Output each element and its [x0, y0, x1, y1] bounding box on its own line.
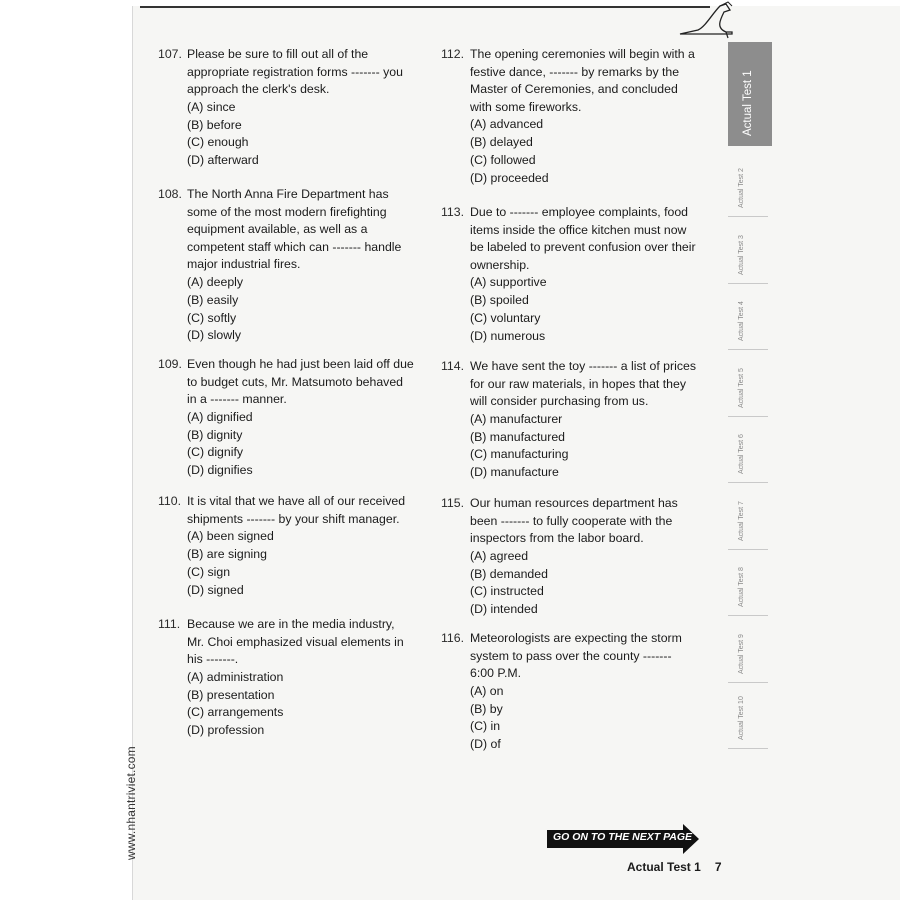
answer-option[interactable]: (D) numerous: [470, 328, 546, 343]
tab-label: Actual Test 8: [738, 567, 745, 607]
question-text: It is vital that we have all of our received shipments ------- by your shift manager.: [187, 494, 406, 526]
tab-actual-test-2[interactable]: [728, 150, 768, 217]
top-rule: [140, 6, 710, 8]
question-item: [158, 46, 428, 170]
answer-option[interactable]: (A) dignified: [187, 409, 253, 424]
answer-option[interactable]: (A) supportive: [470, 275, 547, 290]
high-heel-shoe-icon: [676, 0, 736, 40]
page-footer: [627, 860, 722, 874]
tab-label: Actual Test 7: [738, 500, 745, 541]
tab-label: Actual Test 10: [738, 696, 745, 740]
tab-actual-test-7[interactable]: [728, 483, 768, 550]
answer-option[interactable]: (B) demanded: [470, 566, 548, 581]
tab-active-label: Actual Test 1: [742, 70, 754, 136]
answer-option[interactable]: (C) voluntary: [470, 310, 541, 325]
page-number: 7: [714, 860, 722, 874]
tab-label: Actual Test 4: [738, 301, 745, 341]
footer-section: Actual Test 1: [627, 860, 701, 874]
answer-option[interactable]: (B) before: [187, 117, 242, 132]
answer-option[interactable]: (D) dignifies: [187, 463, 253, 478]
tab-actual-test-1[interactable]: [728, 42, 772, 146]
tab-actual-test-8[interactable]: [728, 549, 768, 616]
question-number: 114.: [441, 359, 465, 373]
answer-option[interactable]: (A) on: [470, 683, 504, 698]
question-number: 113.: [441, 205, 465, 219]
question-text: Please be sure to fill out all of the appropriate registration forms ------- you approach the clerk's desk.: [187, 47, 403, 97]
question-item: [441, 46, 711, 188]
test-side-tabs: [724, 40, 770, 740]
question-number: 110.: [158, 494, 182, 508]
question-number: 112.: [441, 47, 465, 61]
question-text: The opening ceremonies will begin with a festive dance, ------- by remarks by the Master of Ceremonies, and concluded with some fireworks.: [470, 47, 695, 114]
tab-label: Actual Test 5: [738, 367, 745, 408]
answer-option[interactable]: (A) deeply: [187, 274, 244, 289]
answer-option[interactable]: (C) dignify: [187, 445, 244, 460]
answer-option[interactable]: (B) manufactured: [470, 429, 566, 444]
question-item: [441, 495, 711, 619]
question-number: 108.: [158, 187, 182, 201]
question-text: Because we are in the media industry, Mr. Choi emphasized visual elements in his -------.: [187, 617, 404, 667]
answer-option[interactable]: (A) been signed: [187, 529, 274, 544]
question-number: 116.: [441, 631, 465, 645]
question-text: Meteorologists are expecting the storm system to pass over the county ------- 6:00 P.M.: [470, 631, 682, 681]
answer-option[interactable]: (B) dignity: [187, 427, 243, 442]
answer-option[interactable]: (B) spoiled: [470, 293, 529, 308]
question-item: [441, 358, 711, 482]
answer-option[interactable]: (B) delayed: [470, 135, 533, 150]
tab-actual-test-5[interactable]: [728, 350, 768, 417]
question-number: 109.: [158, 357, 182, 371]
answer-option[interactable]: (C) manufacturing: [470, 447, 569, 462]
answer-option[interactable]: (B) presentation: [187, 687, 275, 702]
question-text: Due to ------- employee complaints, food items inside the office kitchen must now be labeled to prevent confusion over their ownership.: [470, 205, 696, 272]
answer-option[interactable]: (C) followed: [470, 152, 536, 167]
question-item: [441, 630, 711, 754]
tab-label: Actual Test 6: [738, 434, 745, 474]
question-number: 107.: [158, 47, 182, 61]
question-item: [158, 186, 428, 345]
answer-option[interactable]: (A) advanced: [470, 117, 544, 132]
tab-actual-test-6[interactable]: [728, 416, 768, 483]
question-number: 111.: [158, 617, 181, 631]
tab-actual-test-3[interactable]: [728, 217, 768, 284]
tab-label: Actual Test 9: [738, 633, 745, 674]
answer-option[interactable]: (D) signed: [187, 582, 244, 597]
answer-option[interactable]: (A) manufacturer: [470, 411, 563, 426]
question-text: The North Anna Fire Department has some of the most modern firefighting equipment available, as well as a competent staff which can ------- handle major industrial fires.: [187, 187, 402, 272]
question-text: Even though he had just been laid off due to budget cuts, Mr. Matsumoto behaved in a ------- manner.: [187, 357, 414, 407]
answer-option[interactable]: (C) instructed: [470, 584, 544, 599]
question-item: [158, 356, 428, 480]
answer-option[interactable]: (D) slowly: [187, 328, 241, 343]
question-text: We have sent the toy ------- a list of prices for our raw materials, in hopes that they will consider purchasing from us.: [470, 359, 696, 409]
answer-option[interactable]: (B) easily: [187, 292, 239, 307]
answer-option[interactable]: (A) since: [187, 99, 236, 114]
answer-option[interactable]: (A) administration: [187, 669, 284, 684]
answer-option[interactable]: (C) arrangements: [187, 705, 284, 720]
answer-option[interactable]: (B) by: [470, 701, 503, 716]
question-item: [158, 616, 428, 740]
answer-option[interactable]: (D) intended: [470, 602, 538, 617]
question-item: [158, 493, 428, 599]
answer-option[interactable]: (A) agreed: [470, 548, 529, 563]
answer-option[interactable]: (D) afterward: [187, 153, 259, 168]
answer-option[interactable]: (C) softly: [187, 310, 237, 325]
website-watermark: www.nhantriviet.com: [124, 746, 138, 860]
question-item: [441, 204, 711, 346]
answer-option[interactable]: (B) are signing: [187, 546, 267, 561]
answer-option[interactable]: (C) sign: [187, 564, 231, 579]
tab-actual-test-4[interactable]: [728, 283, 768, 350]
tab-actual-test-10[interactable]: [728, 682, 768, 749]
go-to-next-page-arrow: [547, 824, 701, 854]
answer-option[interactable]: (D) of: [470, 737, 501, 752]
answer-option[interactable]: (C) enough: [187, 135, 249, 150]
next-page-label: GO ON TO THE NEXT PAGE: [553, 831, 693, 843]
answer-option[interactable]: (D) manufacture: [470, 465, 559, 480]
question-number: 115.: [441, 496, 465, 510]
tab-actual-test-9[interactable]: [728, 616, 768, 683]
tab-label: Actual Test 2: [738, 168, 745, 208]
answer-option[interactable]: (D) proceeded: [470, 170, 549, 185]
answer-option[interactable]: (D) profession: [187, 723, 265, 738]
question-text: Our human resources department has been ------- to fully cooperate with the inspectors from the labor board.: [470, 496, 678, 546]
tab-label: Actual Test 3: [738, 234, 745, 275]
answer-option[interactable]: (C) in: [470, 719, 501, 734]
